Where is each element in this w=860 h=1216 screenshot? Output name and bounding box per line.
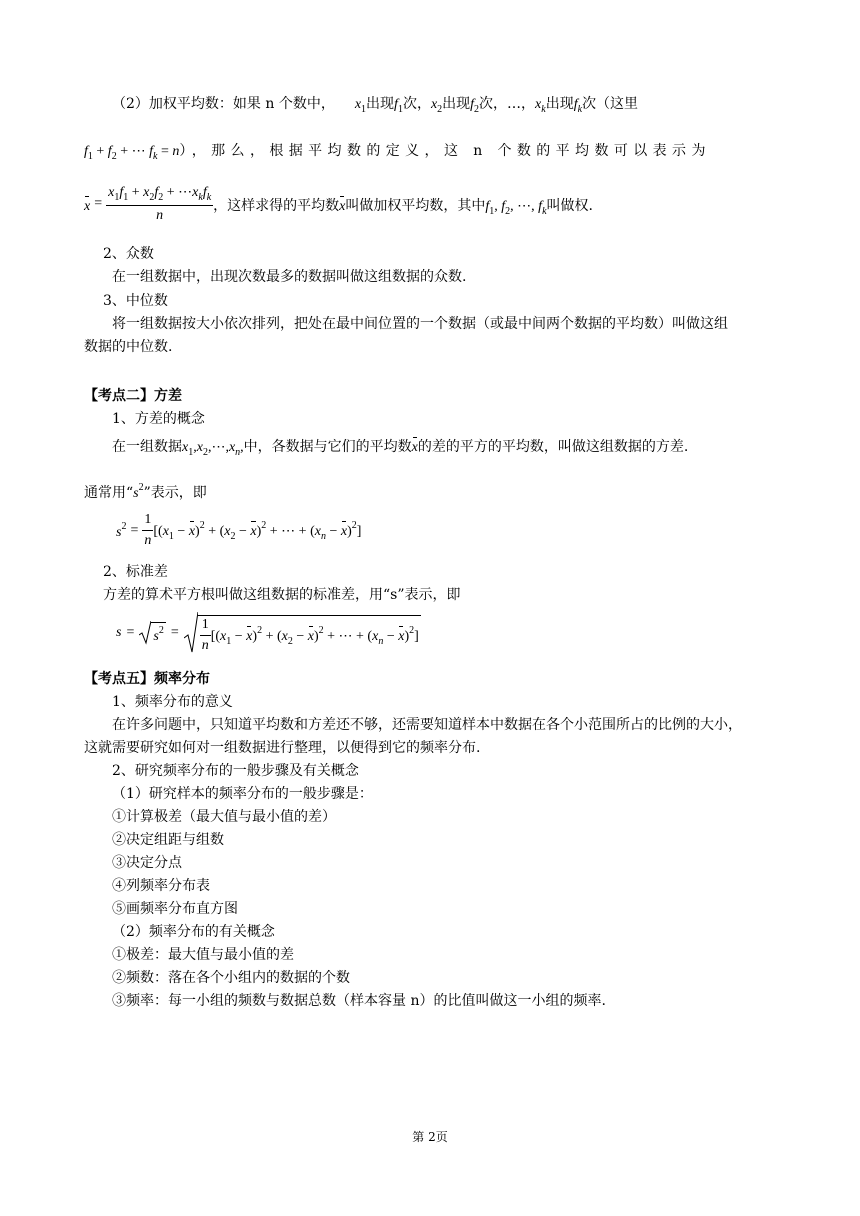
variance-concept-line: 在一组数据$x_1,x_2,\cdots,x_n$,中，各数据与它们的平均数x的差的平方的平均数，叫做这组数据的方差.: [112, 439, 689, 458]
median-text-line2: 数据的中位数.: [84, 339, 173, 355]
concept-1: ①极差：最大值与最小值的差: [112, 947, 294, 963]
frequency-meaning-line1: 在许多问题中，只知道平均数和方差还不够，还需要知道样本中数据在各个小范围所占的比例的大小，: [112, 717, 742, 733]
weights-list: $f_1$, $f_2$, ⋯, $f_k$: [485, 199, 547, 217]
mode-title: 2、众数: [103, 246, 154, 262]
step-2: ②决定组距与组数: [112, 832, 224, 848]
step-1: ①计算极差（最大值与最小值的差）: [112, 809, 336, 825]
median-text-line1: 将一组数据按大小依次排列，把处在最中间位置的一个数据（或最中间两个数据的平均数）叫做这组: [112, 316, 728, 332]
frequency-concepts-sub: （2）频率分布的有关概念: [112, 924, 275, 940]
median-title: 3、中位数: [103, 293, 168, 309]
variance-heading: 【考点二】方差: [84, 388, 182, 404]
std-formula: s = $s^2$ = $\frac{1}{n}$ [$(x_1 - x)^2 + (x_2 - x)^2$ + ⋯ + $(x_n - x)^2$]: [116, 612, 421, 654]
weighted-mean-line2: [84, 140, 784, 162]
concept-3: ③频率：每一小组的频数与数据总数（样本容量 n）的比值叫做这一小组的频率.: [112, 993, 606, 1009]
s-squared: $s^2$: [133, 482, 144, 501]
frequency-steps-title: 2、研究频率分布的一般步骤及有关概念: [112, 763, 359, 779]
sqrt-sign-large: [184, 612, 198, 654]
mean-symbol: x: [411, 440, 418, 455]
step-3: ③决定分点: [112, 855, 182, 871]
frequency-meaning-title: 1、频率分布的意义: [112, 694, 233, 710]
frequency-meaning-line2: 这就需要研究如何对一组数据进行整理，以便得到它的频率分布.: [84, 740, 481, 756]
mode-text: 在一组数据中，出现次数最多的数据叫做这组数据的众数.: [112, 269, 467, 285]
weighted-mean-formula: x = $\frac{x_1f_1 + x_2f_2 + \cdots x_kf_k}{n}$: [84, 185, 212, 223]
variance-notation-line: 通常用“$s^2$”表示，即: [84, 482, 207, 501]
page-number: 第 2页: [412, 1130, 448, 1144]
concept-2: ②频数：落在各个小组内的数据的个数: [112, 970, 350, 986]
mean-symbol: x: [339, 199, 346, 214]
data-list: $x_1,x_2,\cdots,x_n$,: [182, 440, 244, 458]
variance-formula: $s^2$ = $\frac{1}{n}$ [$(x_1 - x)^2 + (x_2 - x)^2$ + ⋯ + $(x_n - x)^2$]: [116, 512, 362, 548]
std-text: 方差的算术平方根叫做这组数据的标准差，用“s”表示，即: [103, 587, 461, 603]
step-5: ⑤画频率分布直方图: [112, 901, 238, 917]
variance-concept-title: 1、方差的概念: [112, 411, 205, 427]
weight-sum-formula: $f_1 + f_2$ + ⋯ $f_k = n$: [84, 144, 180, 162]
weighted-mean-lead: （2）加权平均数：如果 n 个数中，: [112, 96, 335, 112]
weighted-mean-line2-text: ），那么，根据平均数的定义，这 n 个数的平均数可以表示为: [179, 143, 711, 159]
frequency-steps-sub: （1）研究样本的频率分布的一般步骤是：: [112, 786, 373, 802]
std-title: 2、标准差: [103, 564, 168, 580]
sqrt-sign: [139, 621, 151, 645]
frequency-heading: 【考点五】频率分布: [84, 671, 210, 687]
weighted-mean-line3: x = $\frac{x_1f_1 + x_2f_2 + \cdots x_kf_k}{n}$ ，这样求得的平均数x叫做加权平均数，其中$f_1$, $f_2$, ⋯, $f_k$叫做权.: [84, 185, 593, 223]
step-4: ④列频率分布表: [112, 878, 210, 894]
weighted-mean-line1: （2）加权平均数：如果 n 个数中， $x_1$出现$f_1$次，$x_2$出现$f_2$次，…，$x_k$出现$f_k$次（这里: [112, 96, 639, 115]
